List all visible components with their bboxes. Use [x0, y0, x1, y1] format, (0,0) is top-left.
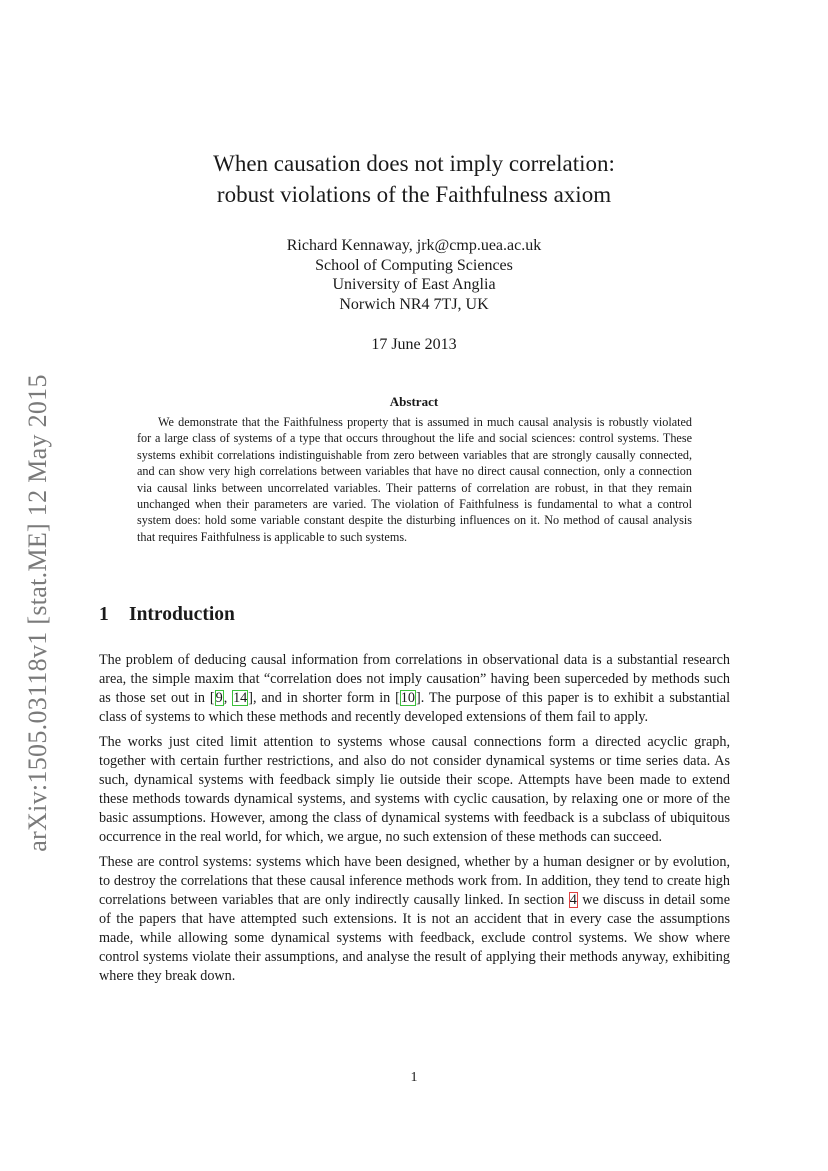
page-number: 1 [410, 1070, 418, 1085]
citation-separator: , [223, 690, 233, 706]
citation-link-10[interactable]: 10 [400, 690, 415, 706]
title-line-1: When causation does not imply correlation: [213, 151, 615, 176]
author-block [100, 236, 728, 314]
section-heading [99, 604, 235, 626]
section-number: 1 [99, 604, 109, 625]
author-name-email: Richard Kennaway, jrk@cmp.uea.ac.uk [286, 237, 542, 254]
title-line-2: robust violations of the Faithfulness axiom [216, 182, 612, 207]
citation-link-14[interactable]: 14 [233, 690, 248, 706]
paragraph-2: The works just cited limit attention to systems whose causal connections form a directed acyclic graph, together with certain further restrictions, and also do not consider dynamical systems or time series data. As such, dynamical systems with feedback simply lie outside their scope. Attempts have been made to extend these methods towards dynamical systems, and systems with cyclic causation, by relaxing one or more of the basic assumptions. However, among the class of dynamical systems with feedback is a subclass of ubiquitous occurrence in the real world, for which, we argue, no such extension of these methods can succeed. [99, 734, 730, 845]
paper-title [100, 148, 728, 210]
abstract-text: We demonstrate that the Faithfulness property that is assumed in much causal analysis is robustly violated for a large class of systems of a type that occurs throughout the life and social sciences: control systems. These systems exhibit correlations indistinguishable from zero between variables that are strongly causally connected, and can show very high correlations between variables that have no direct causal connection, only a connection via causal links between uncorrelated variables. Their patterns of correlation are robust, in that they remain unchanged when their parameters are varied. The violation of Faithfulness is fundamental to what a control system does: hold some variable constant despite the disturbing influences on it. No method of causal analysis that requires Faithfulness is applicable to such systems. [137, 415, 692, 544]
paragraph-3-text-b: we discuss in detail some of the papers that have attempted such extensions. It is not an accident that in every case the assumptions made, while allowing some dynamical systems with feedback, exclude control systems. We show where control systems violate their assumptions, and analyse the result of applying their methods anyway, exhibiting where they break down. [99, 892, 730, 984]
paragraph-1-text-a: The problem of deducing causal information from correlations in observational data is a substantial research area, the simple maxim that “correlation does not imply causation” having been superceded by methods such as those set out in [ [99, 652, 730, 706]
paper-date: 17 June 2013 [371, 336, 457, 353]
abstract-heading: Abstract [389, 394, 439, 409]
author-university: University of East Anglia [332, 276, 496, 293]
paragraph-1-text-b: ], and in shorter form in [ [248, 690, 400, 706]
arxiv-identifier: arXiv:1505.03118v1 [stat.ME] 12 May 2015 [23, 374, 52, 852]
author-address: Norwich NR4 7TJ, UK [339, 295, 489, 313]
section-ref-link-4[interactable]: 4 [569, 892, 577, 908]
section-body [99, 651, 730, 992]
section-title: Introduction [129, 604, 235, 625]
paragraph-3 [99, 853, 730, 986]
author-school: School of Computing Sciences [315, 256, 513, 274]
paragraph-1-text-c: ]. The purpose of this paper is to exhibit a substantial class of systems to which these methods and recently developed extensions of them fail to apply. [99, 690, 731, 725]
paragraph-1 [99, 651, 730, 727]
citation-link-9[interactable]: 9 [215, 690, 223, 706]
arxiv-stamp [14, 348, 62, 878]
paragraph-3-text-a: These are control systems: systems which have been designed, whether by a human designer or by evolution, to destroy the correlations that these causal inference methods work from. In addition, they tend to create high correlations between variables that are only indirectly causally linked. In section [99, 854, 730, 908]
